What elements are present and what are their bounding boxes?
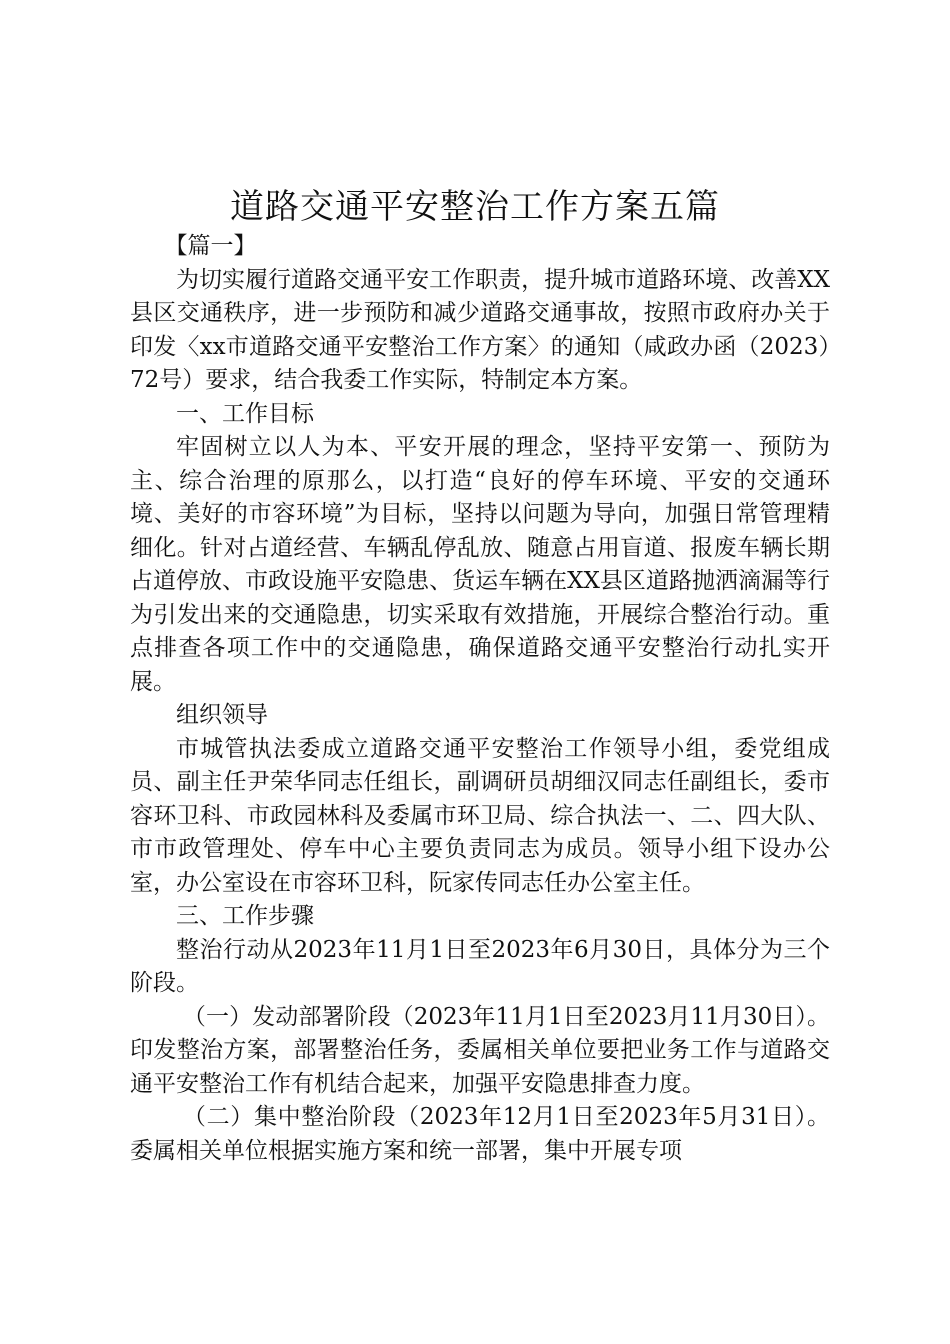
- paragraph-work-goals: 牢固树立以人为本、平安开展的理念，坚持平安第一、预防为主、综合治理的原那么，以打造“良好的停车环境、平安的交通环境、美好的市容环境”为目标，坚持以问题为导向，加强日常管理精细化。针对占道经营、车辆乱停乱放、随意占用盲道、报废车辆长期占道停放、市政设施平安隐患、货运车辆在XX县区道路抛洒滴漏等行为引发出来的交通隐患，切实采取有效措施，开展综合整治行动。重点排查各项工作中的交通隐患，确保道路交通平安整治行动扎实开展。: [130, 434, 830, 695]
- paragraph-stage-two: （二）集中整治阶段（2023年12月1日至2023年5月31日）。委属相关单位根据实施方案和统一部署，集中开展专项: [130, 1104, 830, 1164]
- paragraph-stage-one: （一）发动部署阶段（2023年11月1日至2023月11月30日）。印发整治方案，部署整治任务，委属相关单位要把业务工作与道路交通平安整治工作有机结合起来，加强平安隐患排查力度。: [130, 1003, 830, 1097]
- section-marker: 【篇一】: [164, 233, 257, 259]
- document-title: 道路交通平安整治工作方案五篇: [230, 187, 720, 227]
- heading-organization: 组织领导: [176, 702, 268, 728]
- paragraph-intro: 为切实履行道路交通平安工作职责，提升城市道路环境、改善XX县区交通秩序，进一步预防和减少道路交通事故，按照市政府办关于印发〈xx市道路交通平安整治工作方案〉的通知（咸政办函（2023）72号）要求，结合我委工作实际，特制定本方案。: [130, 266, 830, 393]
- heading-work-goals: 一、工作目标: [176, 400, 314, 427]
- heading-work-steps: 三、工作步骤: [176, 903, 314, 929]
- paragraph-work-steps: 整治行动从2023年11月1日至2023年6月30日，具体分为三个阶段。: [130, 936, 830, 996]
- document-body: [130, 230, 830, 1168]
- paragraph-organization: 市城管执法委成立道路交通平安整治工作领导小组，委党组成员、副主任尹荣华同志任组长，副调研员胡细汉同志任副组长，委市容环卫科、市政园林科及委属市环卫局、综合执法一、二、四大队、市市政管理处、停车中心主要负责同志为成员。领导小组下设办公室，办公室设在市容环卫科，阮家传同志任办公室主任。: [130, 735, 830, 896]
